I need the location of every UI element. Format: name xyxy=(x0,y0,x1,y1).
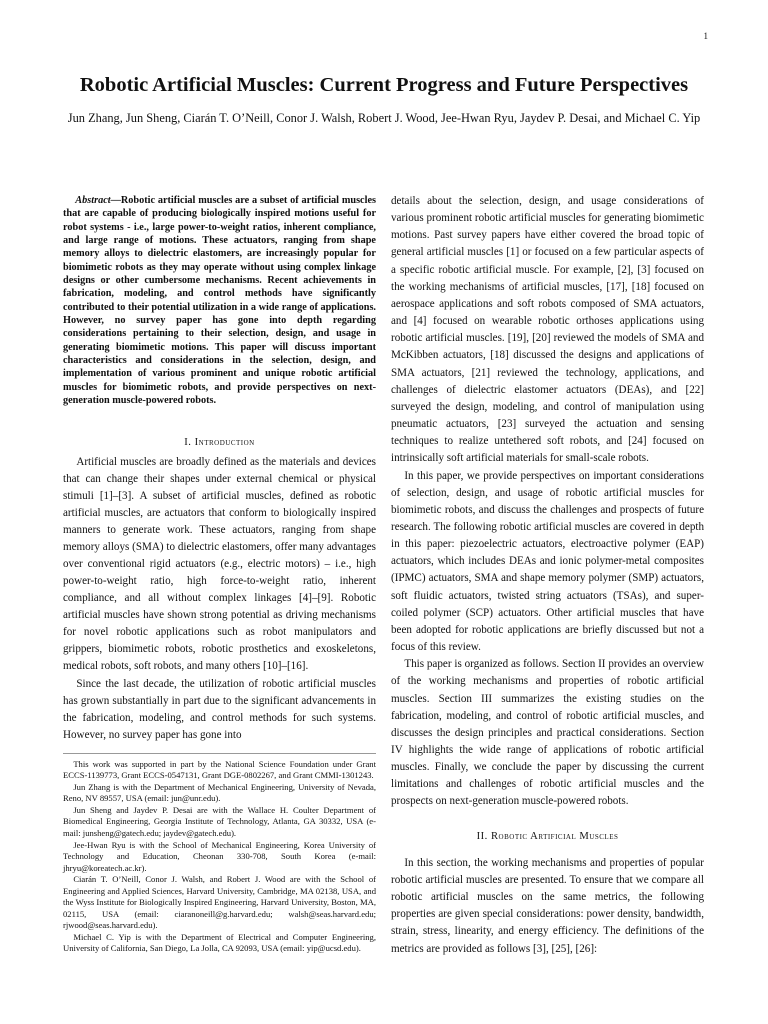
right-column xyxy=(391,193,704,958)
footnotes xyxy=(63,759,376,955)
footnote-affiliation-sheng-desai: Jun Sheng and Jaydev P. Desai are with the Wallace H. Coulter Department of Biomedical Engineering, Georgia Institute of Technology, Atlanta, GA 30332, USA (e-mail: junsheng@gatech.edu; jaydev@gatech.edu). xyxy=(63,804,376,838)
section-heading-robotic-artificial-muscles xyxy=(391,828,704,845)
page-number: 1 xyxy=(703,31,708,41)
body-paragraph: In this paper, we provide perspectives on important considerations of selection, design, and usage of robotic artificial muscles for biomimetic robots, and discuss the challenges and prospects of future research. The following robotic artificial muscles are covered in depth in this paper: piezoelectric actuators, electroactive polymer (EAP) actuators, which includes DEAs and ionic polymer-metal composites (IPMC) actuators, SMA and shape memory polymer (SMP) actuators, soft fluidic actuators, twisted string actuators (TSAs), and super-coiled polymer (SCP) actuators. Other artificial muscles that have been adopted for robotic applications are briefly discussed but not a focus of this review. xyxy=(391,469,704,654)
footnote-affiliation-yip: Michael C. Yip is with the Department of Electrical and Computer Engineering, University of California, San Diego, La Jolla, CA 92093, USA (email: yip@ucsd.edu). xyxy=(63,931,376,954)
section-title: Introduction xyxy=(194,436,255,448)
body-paragraph: details about the selection, design, and usage considerations of various prominent robotic artificial muscles for generating biomimetic motions. Past survey papers have either covered the broad topic of general artificial muscles [1] or focused on a few particular aspects of a specific robotic artificial muscle. For example, [2], [3] focused on the working mechanisms of artificial muscles, [17], [18] focused on aerospace applications and soft robots composed of SMA actuators, and [4] focused on wearable robotic orthoses applications using robotic artificial muscles. [19], [20] reviewed the models of SMA and McKibben actuators, [18] discussed the designs and applications of SMA actuators, [21] reviewed the technology, applications, and challenges of dielectric elastomer actuators (DEAs), and [22] surveyed the design, modeling, and control of manipulation using pneumatic actuators, [23] surveyed the actuation and sensing techniques to realize untethered soft robots, and [24] focused on intrinsically soft artificial materials for small-scale robots. xyxy=(391,195,704,465)
author-list: Jun Zhang, Jun Sheng, Ciarán T. O’Neill, Conor J. Walsh, Robert J. Wood, Jee-Hwan Ryu, Jaydev P. Desai, and Michael C. Yip xyxy=(67,111,701,125)
footnote-affiliation-zhang: Jun Zhang is with the Department of Mechanical Engineering, University of Nevada, Reno, NV 89557, USA (email: jun@unr.edu). xyxy=(63,781,376,804)
abstract-label: Abstract xyxy=(75,195,111,206)
intro-paragraph-2: Since the last decade, the utilization of robotic artificial muscles has grown substantially in part due to the significant advancements in the fabrication, modeling, and control methods for such systems. However, no survey paper has gone into xyxy=(63,677,376,741)
section-numeral: I. xyxy=(184,436,192,448)
footnote-affiliation-harvard: Ciarán T. O’Neill, Conor J. Walsh, and Robert J. Wood are with the School of Engineering and Applied Sciences, Harvard University, Cambridge, MA 02138, USA, and the Wyss Institute for Biologically Inspired Engineering, Harvard University, Boston, MA, 02115, USA (email: ciaranoneill@g.harvard.edu; walsh@seas.harvard.edu; rjwood@seas.harvard.edu). xyxy=(63,874,376,931)
left-column xyxy=(63,194,376,955)
section-title: Robotic Artificial Muscles xyxy=(490,830,619,842)
body-paragraph: In this section, the working mechanisms and properties of popular robotic artificial muscles are presented. To ensure that we compare all robotic artificial muscles on the same metrics, the following properties are given special considerations: power density, bandwidth, strain, stress, linearity, and energy efficiency. The definitions of the metrics are provided as follows [3], [25], [26]: xyxy=(391,856,704,955)
footnote-funding: This work was supported in part by the National Science Foundation under Grant ECCS-1139773, Grant ECCS-0547131, Grant DGE-0802267, and Grant CMMI-1301243. xyxy=(63,758,376,781)
intro-paragraph-1: Artificial muscles are broadly defined as the materials and devices that can change their shapes under external chemical or physical stimuli [1]–[3]. A subset of artificial muscles, defined as robotic artificial muscles, are actuators that conform to biologically inspired manners to generate work. These actuators, ranging from shape memory alloys (SMA) to dielectric elastomers, offer many advantages over conventional rigid actuators (e.g., electric motors) – i.e., high power-to-weight ratio, high force-to-weight ratio, inherent compliance, and all without complex linkages [4]–[9]. Robotic artificial muscles have shown strong potential as driving mechanisms for novel robotic applications such as robot manipulators and grippers, biomimetic robots, robotic prosthetics and exoskeletons, medical robots, soft robots, and many others [10]–[16]. xyxy=(63,455,376,673)
paper-title: Robotic Artificial Muscles: Current Progress and Future Perspectives xyxy=(79,74,689,96)
abstract-text: —Robotic artificial muscles are a subset of artificial muscles that are capable of producing biologically inspired motions useful for robot systems - i.e., large power-to-weight ratios, inherent compliance, and large range of motions. These actuators, ranging from shape memory alloys to dielectric elastomers, are increasingly popular for biomimetic robots as they may operate without using complex linkage designs or other cumbersome mechanisms. Recent achievements in fabrication, modeling, and control methods have significantly contributed to their potential utilization in a wide range of applications. However, no survey paper has gone into depth regarding considerations pertaining to their selection, design, and usage in generating biomimetic motions. This paper will discuss important characteristics and considerations in the selection, design, and implementation of various prominent and unique robotic artificial muscles for biomimetic robots, and provide perspectives on next-generation muscle-powered robots. xyxy=(63,195,376,407)
section-numeral: II. xyxy=(476,830,488,842)
section-heading-introduction xyxy=(63,435,376,450)
footnote-divider xyxy=(63,753,376,754)
body-paragraph: This paper is organized as follows. Section II provides an overview of the working mechanisms and properties of robotic artificial muscles. Section III summarizes the existing studies on the fabrication, modeling, and control of robotic artificial muscles, and discusses the design principles and practical considerations. Section IV highlights the wide range of applications of robotic artificial muscles. Finally, we conclude the paper by discussing the current limitations and challenges of robotic artificial muscles and the prospects on next-generation muscle-powered robots. xyxy=(391,658,704,808)
abstract xyxy=(63,194,376,408)
footnote-affiliation-ryu: Jee-Hwan Ryu is with the School of Mechanical Engineering, Korea University of Technology and Education, Cheonan 330-708, South Korea (e-mail: jhryu@koreatech.ac.kr). xyxy=(63,839,376,873)
